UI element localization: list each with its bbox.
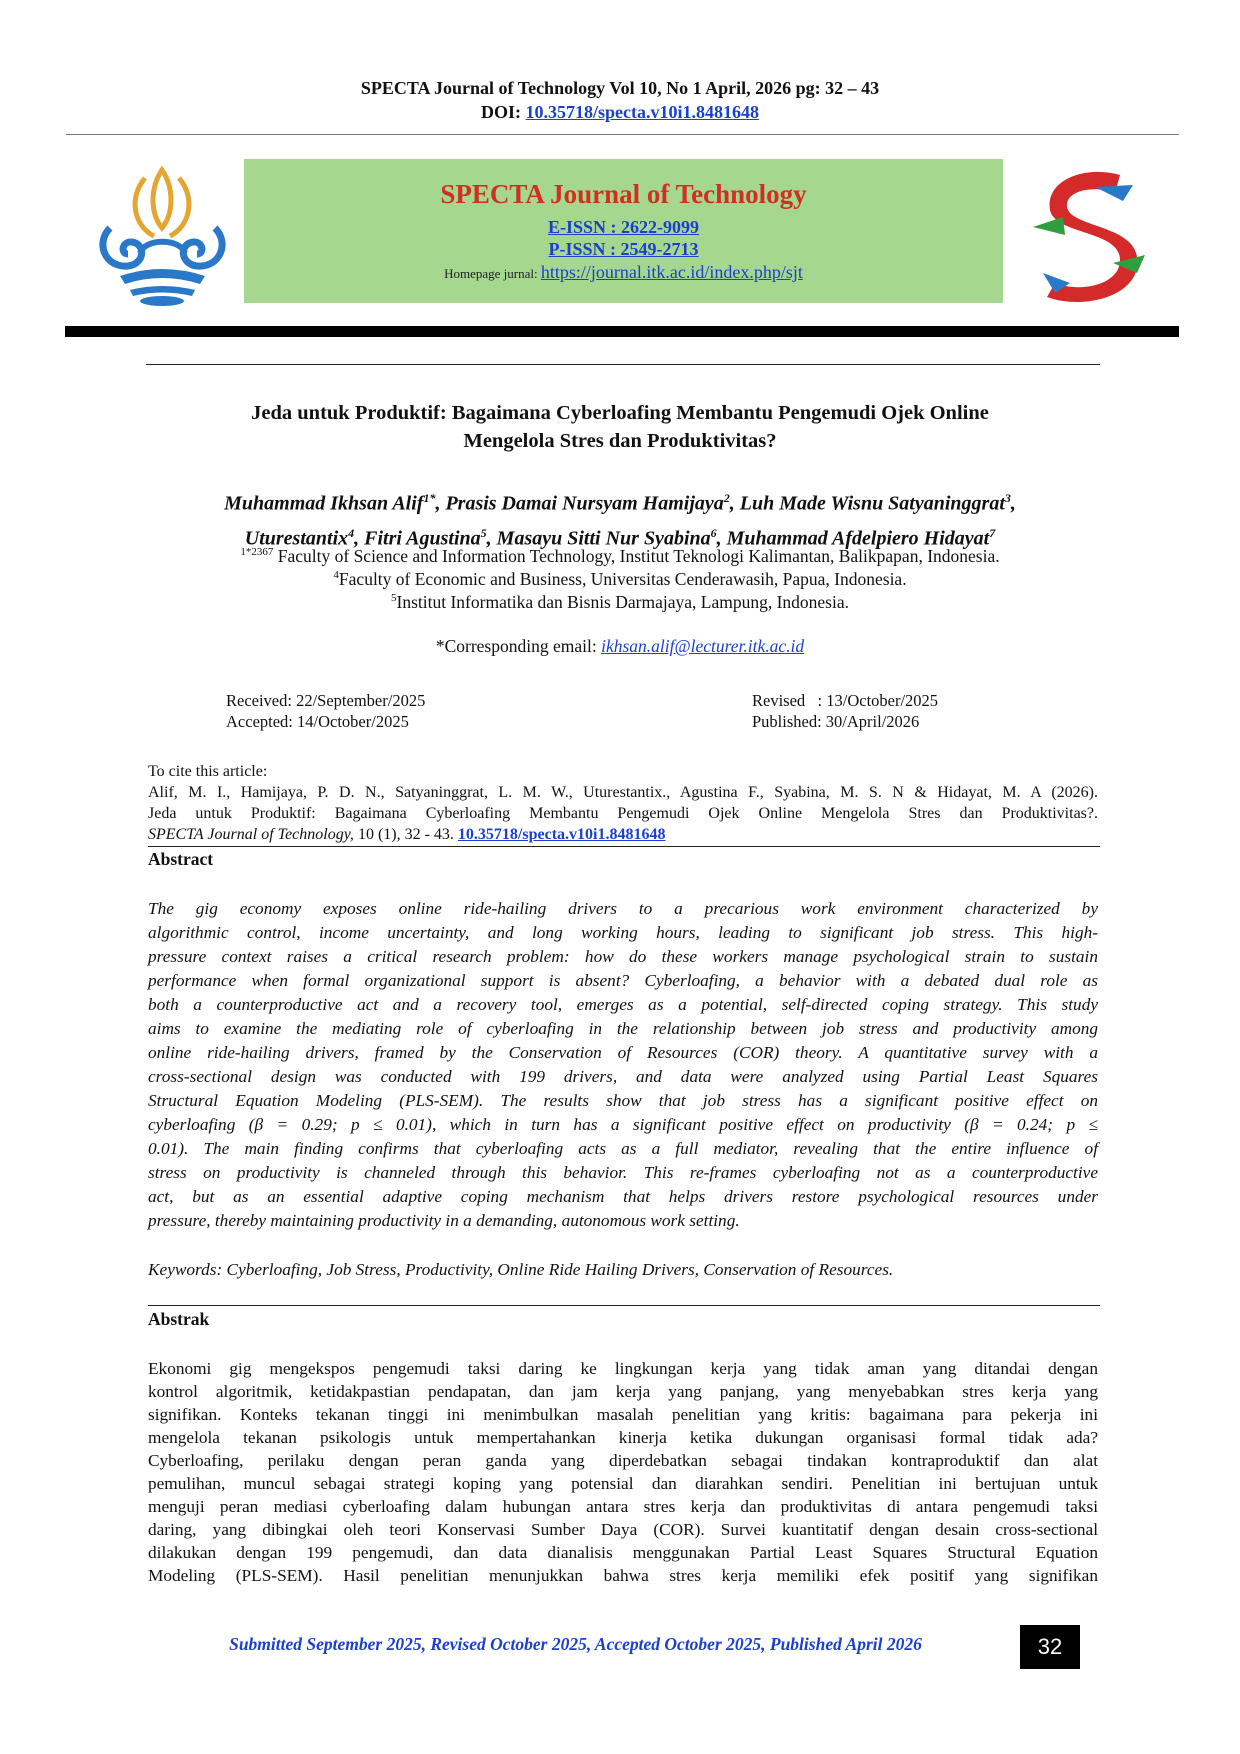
abstract-heading: Abstract [148, 849, 214, 869]
citation-doi-link[interactable]: 10.35718/specta.v10i1.8481648 [457, 826, 666, 843]
abstrak-heading: Abstrak [148, 1309, 210, 1329]
banner-thick-rule [65, 326, 1179, 337]
homepage-label: Homepage jurnal: [444, 266, 538, 281]
page-number: 32 [1020, 1625, 1080, 1669]
abstrak-line: menguji peran mediasi cyberloafing dalam hubungan antara stres kerja dan produktivitas di antara pengemudi taksi [148, 1497, 1098, 1516]
author-name: Muhammad Afdelpiero Hidayat [726, 527, 990, 550]
abstrak-line: signifikan. Konteks tekanan tinggi ini menimbulkan masalah penelitian yang kritis: bagaimana para pekerja ini [148, 1405, 1098, 1424]
abstrak-line: mengelola tekanan psikologis untuk mempertahankan kinerja ketika dukungan organisasi formal tidak ada? [148, 1428, 1098, 1447]
author-line: Muhammad Ikhsan Alif$^{1*}$, Prasis Damai Nursyam Hamijaya$^2$, Luh Made Wisnu Satyaninggrat$^3$, [224, 491, 1016, 515]
affiliation-text: Faculty of Economic and Business, Universitas Cenderawasih, Papua, Indonesia. [338, 568, 907, 589]
corresponding-email-link[interactable]: ikhsan.alif@lecturer.itk.ac.id [601, 636, 805, 656]
institution-logo-left [90, 158, 235, 308]
author-name: Uturestantix [244, 527, 349, 550]
paper-title [140, 399, 1100, 455]
abstract-line: algorithmic control, income uncertainty, and long working hours, leading to significant job stress. This high- [148, 923, 1098, 942]
title-top-rule [146, 364, 1100, 365]
author-line: Uturestantix$^4$, Fitri Agustina$^5$, Masayu Sitti Nur Syabina$^6$, Muhammad Afdelpiero Hidayat$^7$ [244, 525, 996, 550]
abstrak-line: kontrol algoritmik, ketidakpastian pendapatan, dan jam kerja yang panjang, yang menyebabkan stres kerja yang [148, 1382, 1098, 1401]
pissn-link[interactable]: P-ISSN : 2549-2713 [548, 239, 699, 259]
citation-journal: SPECTA Journal of Technology, [148, 826, 354, 843]
abstract-line: performance when formal organizational support is absent? Cyberloafing, a behavior with a debated dual role as [148, 971, 1098, 990]
published-date: Published: 30/April/2026 [752, 712, 920, 731]
author-name: Prasis Damai Nursyam Hamijaya [445, 492, 724, 515]
abstract-line: 0.01). The main finding confirms that cyberloafing acts as a full mediator, revealing that the entire influence of [148, 1139, 1098, 1158]
revised-date: Revised : 13/October/2025 [752, 691, 939, 710]
abstrak-top-rule [148, 1305, 1100, 1306]
abstrak-line: daring, yang dibingkai oleh teori Konservasi Sumber Daya (COR). Survei kuantitatif dengan desain cross-sectional [148, 1520, 1098, 1539]
header-rule [66, 134, 1179, 135]
abstract-line: both a counterproductive act and a recovery tool, emerges as a potential, self-directed coping strategy. This study [148, 995, 1098, 1014]
doi-label: DOI: [481, 102, 521, 122]
affiliation-text: Institut Informatika dan Bisnis Darmajaya, Lampung, Indonesia. [396, 591, 849, 612]
author-name: Muhammad Ikhsan Alif [224, 492, 424, 515]
affiliation [100, 541, 1140, 567]
abstract-line: cross-sectional design was conducted with 199 drivers, and data were analyzed using Partial Least Squares [148, 1067, 1098, 1086]
journal-banner [244, 159, 1003, 303]
author-name: Masayu Sitti Nur Syabina [496, 527, 711, 550]
journal-name: SPECTA Journal of Technology [440, 179, 807, 209]
abstract-top-rule [148, 846, 1100, 847]
abstract-line: The gig economy exposes online ride-hailing drivers to a precarious work environment characterized by [148, 899, 1098, 918]
affiliation-sup: 4 [333, 569, 339, 581]
abstract-line: stress on productivity is channeled through this behavior. This re-frames cyberloafing not as a counterproductive [148, 1163, 1098, 1182]
abstrak-line: Ekonomi gig mengekspos pengemudi taksi daring ke lingkungan kerja yang tidak aman yang ditandai dengan [148, 1359, 1098, 1378]
citation-source [148, 824, 1098, 845]
journal-logo-right [1025, 165, 1150, 305]
affiliation-text: Faculty of Science and Information Technology, Institut Teknologi Kalimantan, Balikpapan, Indonesia. [277, 545, 1000, 566]
affiliation [100, 587, 1140, 613]
abstract-line: Structural Equation Modeling (PLS-SEM). The results show that job stress has a significant positive effect on [148, 1091, 1098, 1110]
citation-line: Jeda untuk Produktif: Bagaimana Cyberloafing Membantu Pengemudi Ojek Online Mengelola Stres dan Produktivitas?. [148, 805, 1098, 822]
eissn-link[interactable]: E-ISSN : 2622-9099 [547, 217, 699, 237]
paper-title-line: Mengelola Stres dan Produktivitas? [463, 430, 777, 452]
author-sup: 2 [723, 491, 730, 505]
author-sup: 5 [480, 525, 487, 540]
running-head [0, 76, 1240, 124]
author-name: Luh Made Wisnu Satyaninggrat [739, 492, 1005, 515]
running-head-line: SPECTA Journal of Technology Vol 10, No 1 April, 2026 pg: 32 – 43 [360, 78, 880, 98]
abstrak-line: Cyberloafing, perilaku dengan peran ganda yang diperdebatkan sebagai tindakan kontraproduktif dan alat [148, 1451, 1098, 1470]
abstract-line: online ride-hailing drivers, framed by the Conservation of Resources (COR) theory. A quantitative survey with a [148, 1043, 1098, 1062]
homepage-line [244, 262, 1003, 283]
keywords: Keywords: Cyberloafing, Job Stress, Productivity, Online Ride Hailing Drivers, Conservation of Resources. [148, 1260, 894, 1279]
accepted-date: Accepted: 14/October/2025 [226, 712, 409, 731]
citation-details: 10 (1), 32 - 43. [357, 826, 454, 843]
affiliation-sup: 5 [391, 592, 397, 604]
author-sup: 6 [710, 525, 717, 540]
footer-submission-dates: Submitted September 2025, Revised October 2025, Accepted October 2025, Published April 2026 [229, 1634, 922, 1654]
abstract-line: pressure, thereby maintaining productivity in a demanding, autonomous work setting. [148, 1211, 740, 1230]
corresponding-label: *Corresponding email: [435, 636, 597, 656]
paper-title-line: Jeda untuk Produktif: Bagaimana Cyberloafing Membantu Pengemudi Ojek Online [251, 402, 989, 424]
received-date: Received: 22/September/2025 [226, 691, 426, 710]
abstract-line: pressure context raises a critical research problem: how do these workers manage psychological strain to sustain [148, 947, 1098, 966]
author-sup: 1* [423, 491, 436, 505]
abstract-line: aims to examine the mediating role of cyberloafing in the relationship between job stress and productivity among [148, 1019, 1098, 1038]
homepage-link[interactable]: https://journal.itk.ac.id/index.php/sjt [540, 262, 803, 282]
abstrak-line: dilakukan dengan 199 pengemudi, dan data dianalisis menggunakan Partial Least Squares Structural Equation [148, 1543, 1098, 1562]
abstrak-line: pemulihan, muncul sebagai strategi koping yang potensial dan diarahkan sendiri. Penelitian ini bertujuan untuk [148, 1474, 1098, 1493]
author-sup: 7 [989, 525, 996, 540]
citation-label: To cite this article: [148, 763, 268, 780]
author-sup: 3 [1004, 491, 1011, 505]
abstract-line: cyberloafing (β = 0.29; p ≤ 0.01), which in turn has a significant positive effect on productivity (β = 0.24; p ≤ [148, 1115, 1098, 1134]
author-name: Fitri Agustina [364, 527, 481, 550]
doi-link[interactable]: 10.35718/specta.v10i1.8481648 [525, 102, 759, 122]
abstrak-line: Modeling (PLS-SEM). Hasil penelitian menunjukkan bahwa stres kerja memiliki efek positif yang signifikan [148, 1566, 1098, 1585]
author-sup: 4 [348, 525, 355, 540]
corresponding-email-line [100, 636, 1140, 657]
abstract-line: act, but as an essential adaptive coping mechanism that helps drivers restore psychological resources under [148, 1187, 1098, 1206]
doi-line [0, 100, 1240, 124]
affiliation-sup: 1*2367 [240, 546, 274, 558]
citation-line: Alif, M. I., Hamijaya, P. D. N., Satyaninggrat, L. M. W., Uturestantix., Agustina F., Syabina, M. S. N & Hidayat, M. A (2026). [148, 784, 1098, 801]
affiliation [100, 564, 1140, 590]
